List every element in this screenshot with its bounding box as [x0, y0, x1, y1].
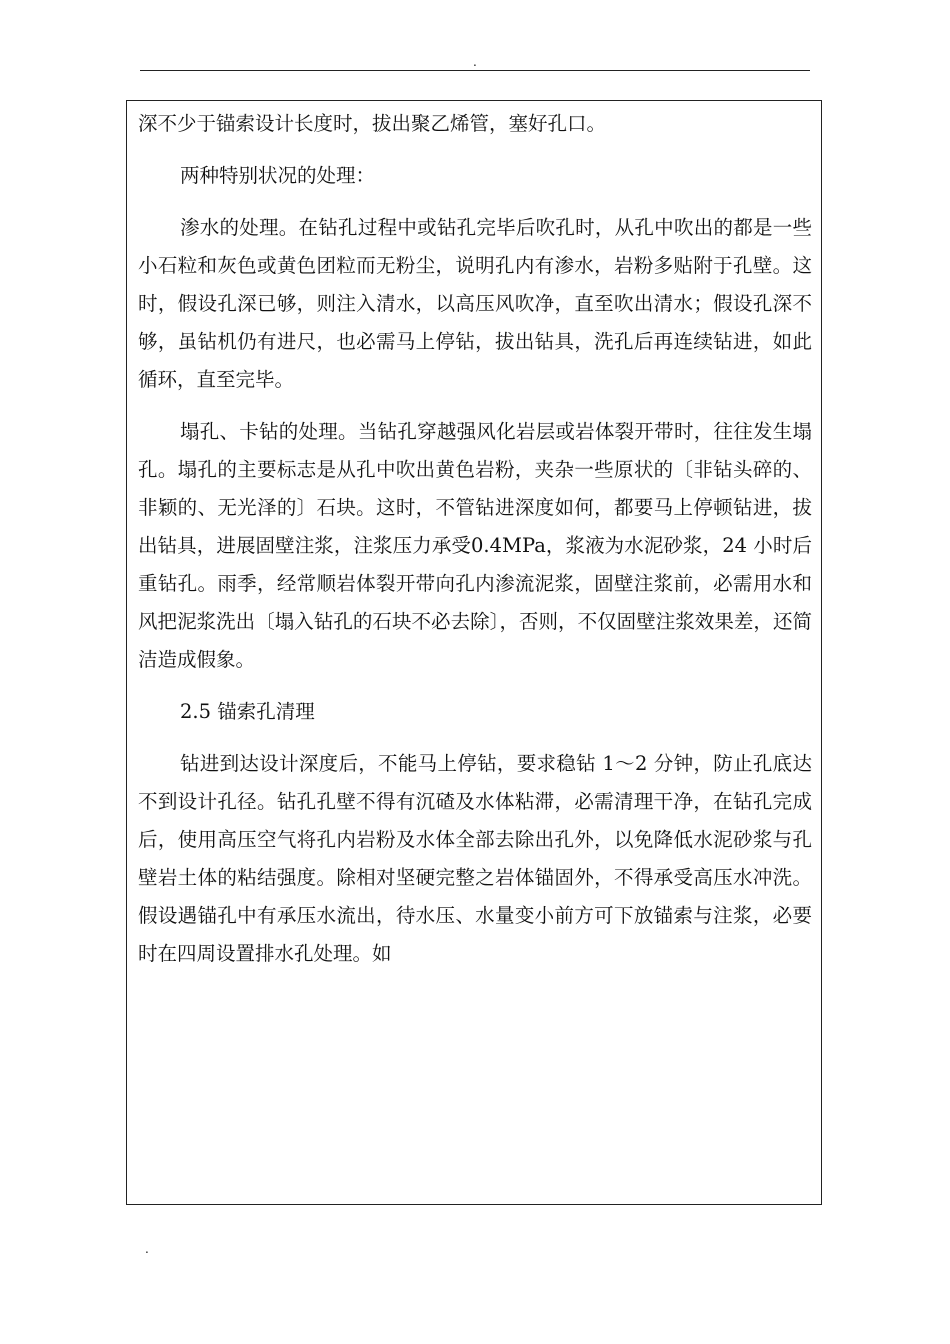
paragraph-continuation: 深不少于锚索设计长度时，拔出聚乙烯管，塞好孔口。	[138, 112, 607, 135]
header-mark: .	[473, 55, 477, 69]
footer-mark: .	[145, 1242, 149, 1256]
paragraph-collapse: 塌孔、卡钻的处理。当钻孔穿越强风化岩层或岩体裂开带时，往往发生塌孔。塌孔的主要标志是从孔中吹出黄色岩粉，夹杂一些原状的〔非钻头碎的、非颖的、无光泽的〕石块。这时，不管钻进深度如何，都要马上停顿钻进，拔出钻具，进展固壁注浆，注浆压力承受0.4MPa，浆液为水泥砂浆，24 小时后重钻孔。雨季，经常顺岩体裂开带向孔内渗流泥浆，固壁注浆前，必需用水和风把泥浆洗出〔塌入钻孔的石块不必去除〕，否则，不仅固壁注浆效果差，还简洁造成假象。	[138, 420, 812, 671]
paragraph-special-cases-heading: 两种特别状况的处理：	[180, 164, 376, 187]
frame-content	[138, 105, 812, 973]
paragraph-seepage: 渗水的处理。在钻孔过程中或钻孔完毕后吹孔时，从孔中吹出的都是一些小石粒和灰色或黄色团粒而无粉尘，说明孔内有渗水，岩粉多贴附于孔壁。这时，假设孔深已够，则注入清水，以高压风吹净，直至吹出清水；假设孔深不够，虽钻机仍有进尺，也必需马上停钻，拔出钻具，洗孔后再连续钻进，如此循环，直至完毕。	[138, 216, 812, 391]
text-frame	[126, 100, 822, 1205]
header-rule	[140, 70, 810, 71]
section-heading-2-5: 2.5 锚索孔清理	[180, 700, 315, 723]
paragraph-hole-cleaning: 钻进到达设计深度后，不能马上停钻，要求稳钻 1～2 分钟，防止孔底达不到设计孔径。钻孔孔壁不得有沉碴及水体粘滞，必需清理干净，在钻孔完成后，使用高压空气将孔内岩粉及水体全部去除出孔外，以免降低水泥砂浆与孔壁岩土体的粘结强度。除相对坚硬完整之岩体锚固外，不得承受高压水冲洗。假设遇锚孔中有承压水流出，待水压、水量变小前方可下放锚索与注浆，必要时在四周设置排水孔处理。如	[138, 752, 812, 965]
